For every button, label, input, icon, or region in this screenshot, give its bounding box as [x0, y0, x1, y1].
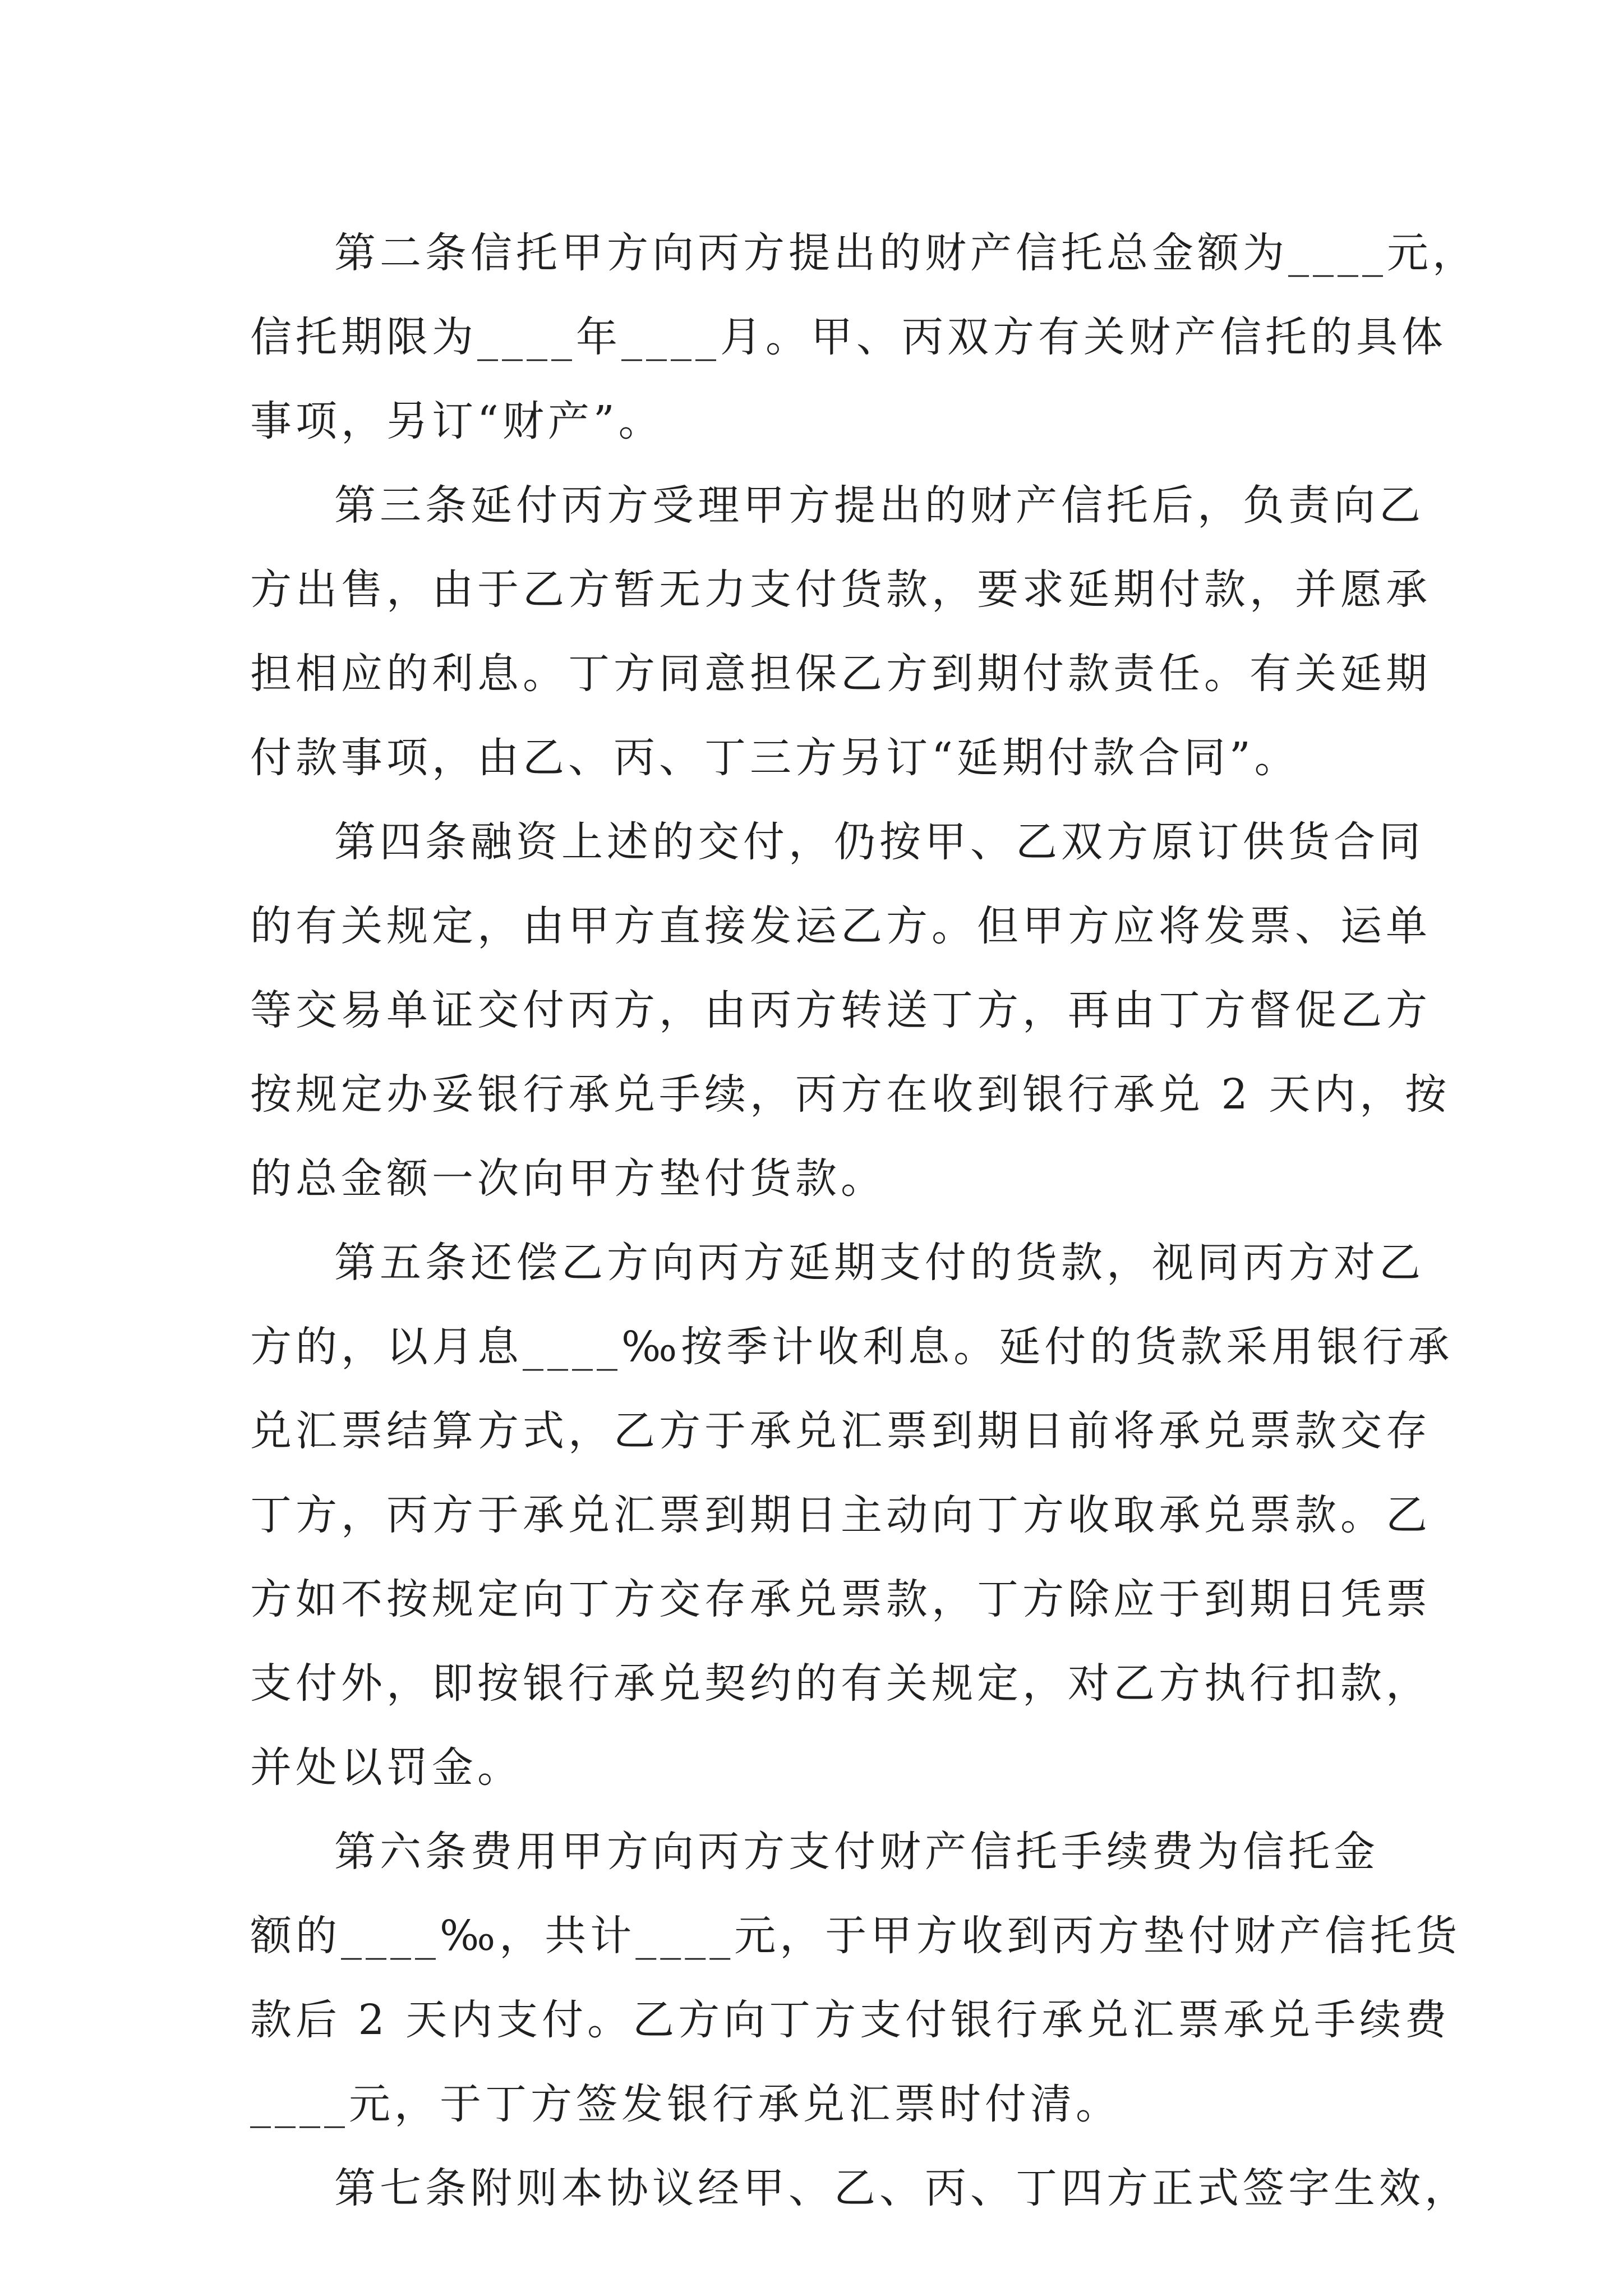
text-line: 方出售，由于乙方暂无力支付货款，要求延期付款，并愿承	[250, 565, 1431, 614]
text-line: 付款事项，由乙、丙、丁三方另订“延期付款合同”。	[250, 734, 1300, 782]
contract-body	[250, 211, 1478, 2230]
text-line: 丁方，丙方于承兑汇票到期日主动向丁方收取承兑票款。乙	[250, 1491, 1431, 1539]
text-line: 第二条信托甲方向丙方提出的财产信托总金额为____元，	[334, 229, 1478, 277]
text-line: 的总金额一次向甲方垫付货款。	[250, 1154, 886, 1203]
text-line: 并处以罚金。	[250, 1743, 523, 1792]
text-line: 方的，以月息____‰按季计收利息。延付的货款采用银行承	[250, 1323, 1454, 1371]
text-line: 的有关规定，由甲方直接发运乙方。但甲方应将发票、运单	[250, 902, 1431, 950]
text-line: 支付外，即按银行承兑契约的有关规定，对乙方执行扣款，	[250, 1659, 1431, 1708]
text-line: 第五条还偿乙方向丙方延期支付的货款，视同丙方对乙	[334, 1239, 1424, 1287]
text-line: 款后 2 天内支付。乙方向丁方支付银行承兑汇票承兑手续费	[250, 1996, 1451, 2044]
text-line: 事项，另订“财产”。	[250, 397, 664, 445]
text-line: 方如不按规定向丁方交存承兑票款，丁方除应于到期日凭票	[250, 1575, 1431, 1623]
text-line: 信托期限为____年____月。甲、丙双方有关财产信托的具体	[250, 313, 1447, 361]
text-line: 第三条延付丙方受理甲方提出的财产信托后，负责向乙	[334, 481, 1424, 530]
text-line: 按规定办妥银行承兑手续，丙方在收到银行承兑 2 天内，按	[250, 1070, 1451, 1119]
text-line: 第七条附则本协议经甲、乙、丙、丁四方正式签字生效，	[334, 2164, 1470, 2212]
text-line: 第四条融资上述的交付，仍按甲、乙双方原订供货合同	[334, 818, 1424, 866]
text-line: 额的____‰，共计____元，于甲方收到丙方垫付财产信托货	[250, 1912, 1461, 1960]
text-line: 兑汇票结算方式，乙方于承兑汇票到期日前将承兑票款交存	[250, 1407, 1431, 1455]
text-line: ____元，于丁方签发银行承兑汇票时付清。	[250, 2080, 1121, 2128]
text-line: 第六条费用甲方向丙方支付财产信托手续费为信托金	[334, 1828, 1379, 1876]
text-line: 等交易单证交付丙方，由丙方转送丁方，再由丁方督促乙方	[250, 986, 1431, 1034]
text-line: 担相应的利息。丁方同意担保乙方到期付款责任。有关延期	[250, 650, 1431, 698]
